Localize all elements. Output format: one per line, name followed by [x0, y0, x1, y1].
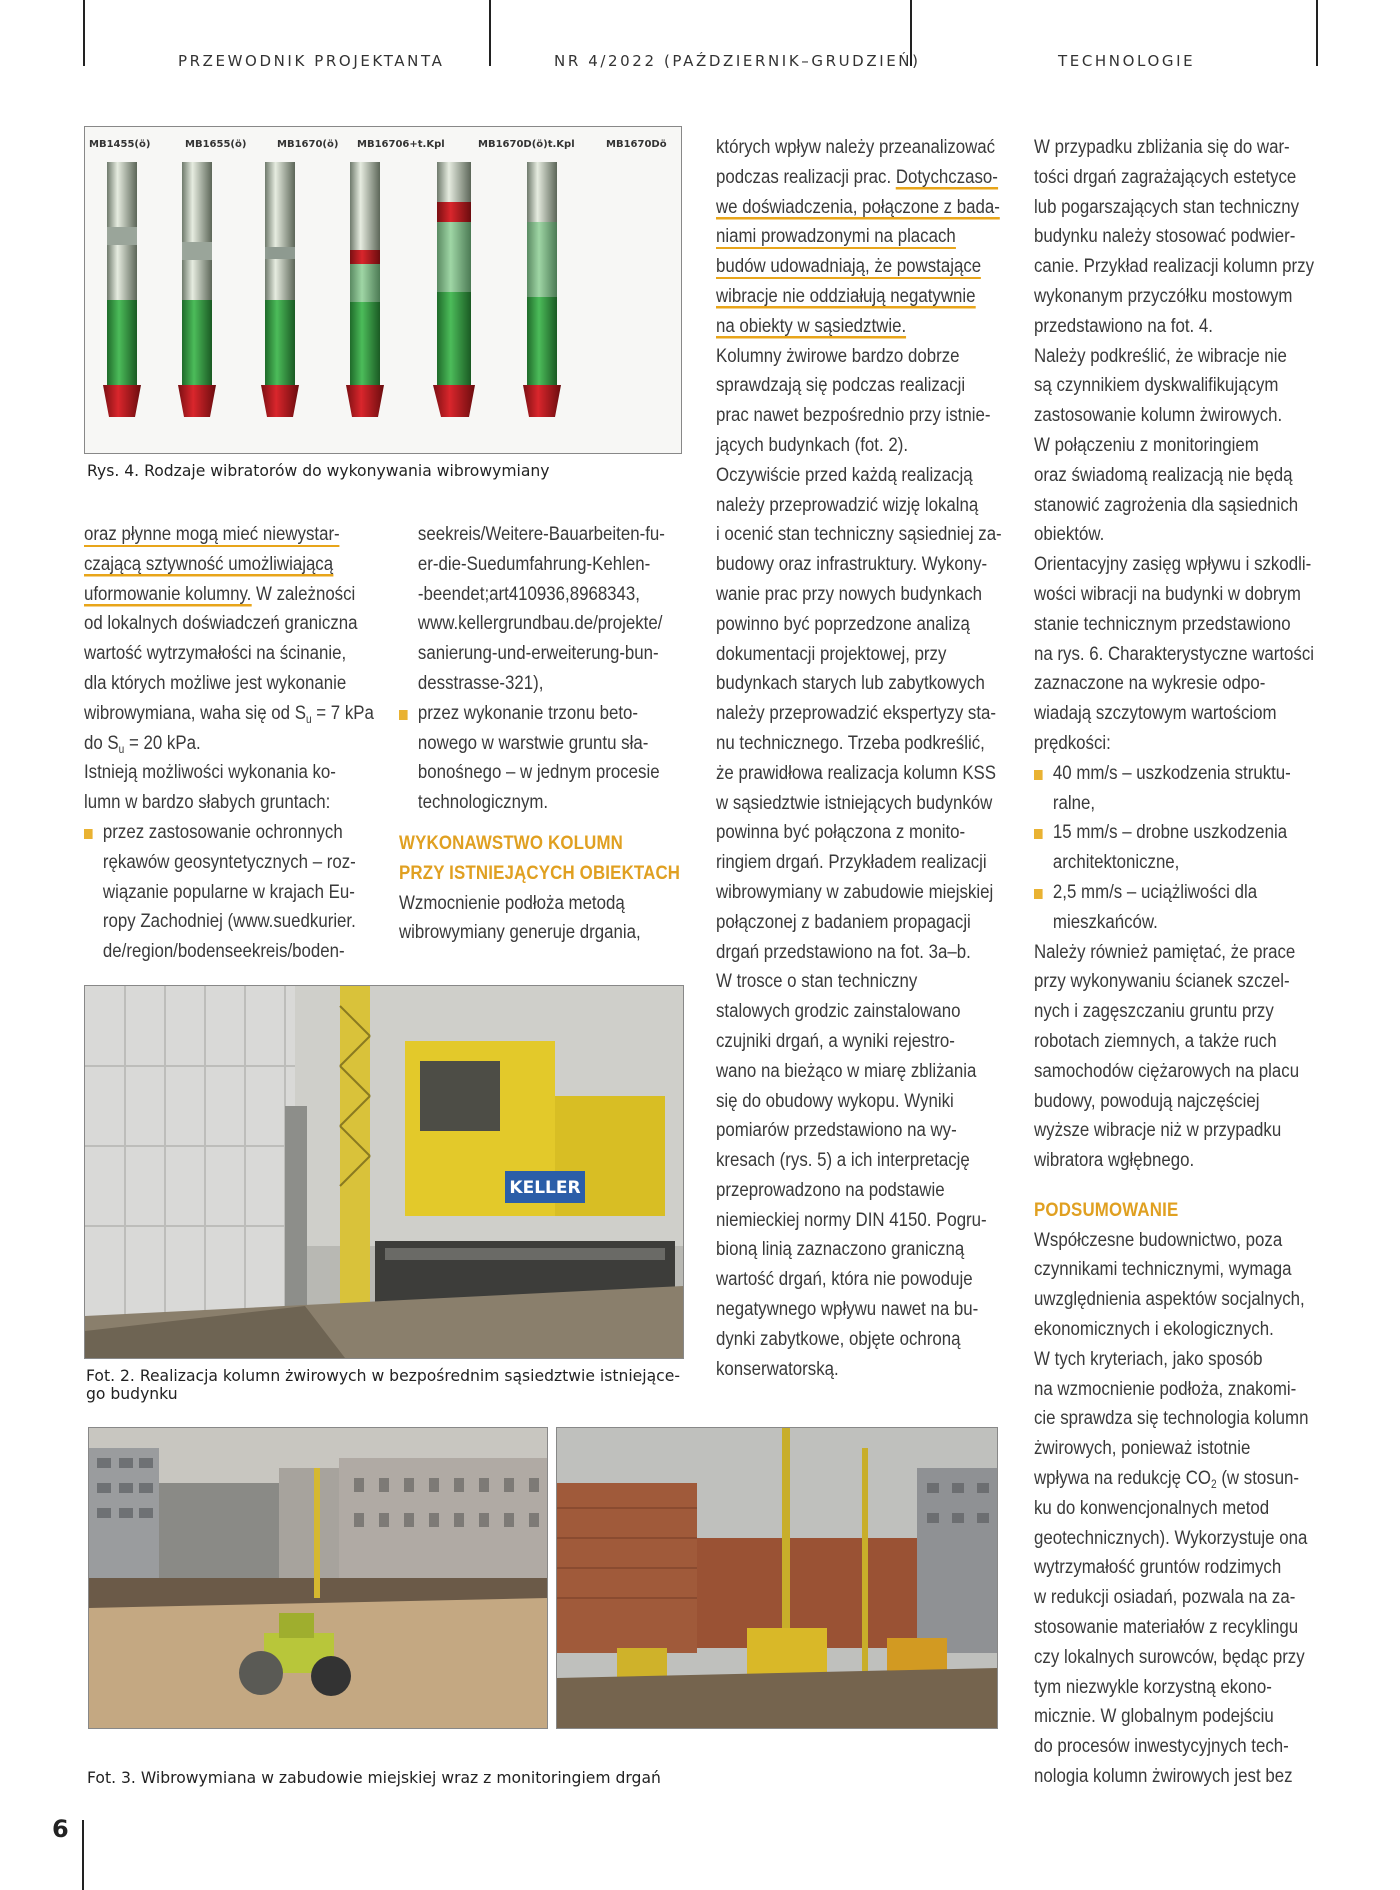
col4-text: przedstawiono na fot. 4.: [1034, 314, 1213, 337]
vibrator-label-5: MB1670D(ö)t.Kpl: [478, 139, 575, 150]
header-right: TECHNOLOGIE: [1058, 52, 1196, 70]
col3-text: których wpływ należy przeanalizować: [716, 136, 996, 158]
col3-text: czujniki drgań, a wyniki rejestro-: [716, 1029, 955, 1052]
col4-text: uwzględnienia aspektów socjalnych,: [1034, 1288, 1305, 1311]
col3-text: że prawidłowa realizacja kolumn KSS: [716, 761, 997, 784]
col1-bullet-item: przez zastosowanie ochronnych: [84, 818, 374, 848]
col4-text: Należy podkreślić, że wibracje nie: [1034, 344, 1287, 367]
col4-text: (w stosun-: [1216, 1467, 1300, 1490]
col4-text: stanowić zagrożenia dla sąsiednich: [1034, 493, 1299, 516]
col4-text: budowy, powodują najczęściej: [1034, 1089, 1260, 1112]
col3-text: podczas realizacji prac.: [716, 165, 896, 188]
vibrator-5: [433, 162, 475, 417]
col2-bullet-cont: bonośnego – w jednym procesie: [417, 761, 660, 784]
col4-text: wykonanym przyczółku mostowym: [1034, 284, 1293, 307]
header-rule-4: [1316, 0, 1318, 66]
col1-text: dla których możliwe jest wykonanie: [84, 671, 347, 694]
header-rule-1: [83, 0, 85, 66]
col3-text: dokumentacji projektowej, przy: [716, 642, 947, 665]
col2-bullet-cont: technologicznym.: [417, 791, 549, 814]
col4-text: wibratora wgłębnego.: [1034, 1149, 1195, 1172]
col4-bullet-cont: ralne,: [1052, 791, 1096, 814]
col3-text: wartość drgań, która nie powoduje: [716, 1268, 973, 1291]
col3-text: i ocenić stan techniczny sąsiedniej za-: [716, 523, 1002, 546]
col3-text: połączonej z badaniem propagacji: [716, 910, 971, 933]
col4-text: żwirowych, ponieważ istotnie: [1034, 1437, 1251, 1460]
column-4: [1034, 133, 1314, 1792]
col3-text: należy przeprowadzić wizję lokalną: [716, 493, 979, 516]
vibrator-1: [103, 162, 141, 417]
col2-text: www.kellergrundbau.de/projekte/: [417, 612, 663, 635]
col4-text: ekonomicznych i ekologicznych.: [1034, 1318, 1274, 1341]
col3-text: jących budynkach (fot. 2).: [716, 433, 909, 456]
col1-bullet-cont: wiązanie popularne w krajach Eu-: [102, 880, 355, 903]
photo-2-caption-line2: go budynku: [86, 1385, 178, 1403]
col4-text: wości wibracji na budynki w dobrym: [1034, 582, 1301, 605]
col4-text: W tych kryteriach, jako sposób: [1034, 1347, 1263, 1370]
col2-text: sanierung-und-erweiterung-bun-: [417, 642, 659, 665]
col3-text: bioną linią zaznaczono graniczną: [716, 1238, 965, 1261]
col4-text: Współczesne budownictwo, poza: [1034, 1228, 1283, 1251]
col4-text: zaznaczone na wykresie odpo-: [1034, 672, 1266, 695]
col3-text: dynki zabytkowe, objęte ochroną: [716, 1327, 961, 1350]
vibrator-label-2: MB1655(ö): [185, 139, 247, 150]
col4-text: lub pogarszających stan techniczny: [1034, 195, 1300, 218]
column-2: [399, 520, 680, 948]
col1-underline-2: czającą sztywność umożliwiającą: [84, 552, 334, 575]
col3-text: wibrowymiany w zabudowie miejskiej: [716, 880, 994, 903]
col4-text: micznie. W globalnym podejściu: [1034, 1705, 1274, 1728]
col4-text: nych i zagęszczaniu gruntu przy: [1034, 1000, 1274, 1023]
col4-text: są czynnikiem dyskwalifikującym: [1034, 374, 1279, 397]
photo-3-caption: Fot. 3. Wibrowymiana w zabudowie miejskiej wraz z monitoringiem drgań: [87, 1769, 661, 1787]
column-3: [716, 133, 1002, 1384]
col4-text: Orientacyjny zasięg wpływu i szkodli-: [1034, 553, 1312, 576]
col1-text: = 7 kPa: [311, 701, 374, 724]
header-rule-2: [489, 0, 491, 66]
col3-text: przeprowadzono na podstawie: [716, 1178, 945, 1201]
col1-text: wibrowymiana, waha się od S: [84, 701, 306, 724]
col3-text: Kolumny żwirowe bardzo dobrze: [716, 344, 960, 367]
col3-text: należy przeprowadzić ekspertyzy sta-: [716, 702, 997, 725]
col2-bullet-cont: nowego w warstwie gruntu sła-: [417, 731, 649, 754]
col4-text: w redukcji osiadań, pozwala na za-: [1034, 1586, 1296, 1609]
col3-text: Oczywiście przed każdą realizacją: [716, 463, 973, 486]
header-left: PRZEWODNIK PROJEKTANTA: [178, 52, 445, 70]
col3-text: stalowych grodzic zainstalowano: [716, 1000, 961, 1023]
col4-bullet-cont: architektoniczne,: [1052, 851, 1180, 874]
col1-bullet-cont: ropy Zachodniej (www.suedkurier.: [102, 910, 356, 933]
col3-text: nu technicznego. Trzeba podkreślić,: [716, 731, 985, 754]
header-center: NR 4/2022 (PAŹDZIERNIK–GRUDZIEŃ): [554, 52, 921, 70]
col1-bullet-cont: de/region/bodenseekreis/boden-: [102, 940, 345, 963]
vibrator-label-3: MB1670(ö): [277, 139, 339, 150]
col1-text: do S: [84, 731, 119, 754]
col3-text: negatywnego wpływu nawet na bu-: [716, 1298, 979, 1321]
col3-text: budynkach starych lub zabytkowych: [716, 672, 985, 695]
col4-text: czy lokalnych surowców, będąc przy: [1034, 1645, 1305, 1668]
keller-brand-text: KELLER: [509, 1178, 581, 1198]
subscript: 2: [1211, 1478, 1217, 1492]
col2-text: er-die-Suedumfahrung-Kehlen-: [417, 552, 651, 575]
col3-text: budowy oraz infrastruktury. Wykony-: [716, 553, 988, 576]
vibrator-4: [346, 162, 384, 417]
photo-2-caption: [86, 1367, 680, 1403]
col3-underline: Dotychczaso-: [895, 165, 998, 188]
col3-text: niemieckiej normy DIN 4150. Pogru-: [716, 1208, 987, 1231]
col3-underline: budów udowadniają, że powstające: [716, 255, 982, 278]
col1-text: = 20 kPa.: [124, 731, 201, 754]
col4-text: geotechnicznych). Wykorzystuje ona: [1034, 1526, 1308, 1549]
col3-text: prac nawet bezpośrednio przy istnie-: [716, 404, 991, 427]
col2-text: -beendet;art410936,8968343,: [417, 582, 640, 605]
col3-text: wanie prac przy nowych budynkach: [716, 582, 983, 605]
col4-text: samochodów ciężarowych na placu: [1034, 1059, 1300, 1082]
photo-3a-roller: [88, 1427, 548, 1729]
col4-text: na wzmocnienie podłoża, znakomi-: [1034, 1377, 1297, 1400]
col1-text: lumn w bardzo słabych gruntach:: [84, 791, 331, 814]
col3-text: w sąsiedztwie istniejących budynków: [716, 791, 993, 814]
col4-text: stosowanie materiałów z recyklingu: [1034, 1616, 1299, 1639]
col3-text: drgań przedstawiono na fot. 3a–b.: [716, 940, 971, 963]
col4-text: ku do konwencjonalnych metod: [1034, 1496, 1270, 1519]
col4-text: nologia kolumn żwirowych jest bez: [1034, 1765, 1293, 1788]
col4-text: na rys. 6. Charakterystyczne wartości: [1034, 642, 1315, 665]
col3-underline: niami prowadzonymi na placach: [716, 225, 956, 248]
col2-text: Wzmocnienie podłoża metodą: [399, 891, 625, 914]
col4-text: tości drgań zagrażających estetyce: [1034, 165, 1297, 188]
col3-text: powinno być poprzedzone analizą: [716, 612, 970, 635]
figure-4-caption: Rys. 4. Rodzaje wibratorów do wykonywania wibrowymiany: [87, 462, 550, 480]
col3-underline: we doświadczenia, połączone z bada-: [716, 195, 1000, 218]
vibrator-label-1: MB1455(ö): [89, 139, 151, 150]
col4-text: wytrzymałość gruntów rodzimych: [1034, 1556, 1282, 1579]
page-number: 6: [52, 1815, 69, 1843]
col3-text: kresach (rys. 5) a ich interpretację: [716, 1149, 970, 1172]
subscript: u: [305, 712, 312, 726]
vibrator-6: [523, 162, 561, 417]
col1-text: wartość wytrzymałości na ścinanie,: [84, 642, 347, 665]
col4-bullet-item: 40 mm/s – uszkodzenia struktu-: [1034, 759, 1314, 789]
col4-text: wiadają szczytowym wartościom: [1034, 702, 1277, 725]
subscript: u: [118, 742, 125, 756]
col4-text: do procesów inwestycyjnych tech-: [1034, 1735, 1289, 1758]
col2-bullet-item: przez wykonanie trzonu beto-: [399, 699, 680, 729]
col4-text: budynku należy stosować podwier-: [1034, 225, 1296, 248]
section-heading: WYKONAWSTWO KOLUMN: [399, 831, 624, 854]
col4-text: W przypadku zbliżania się do war-: [1034, 136, 1290, 158]
photo-3b-drilling-rig: [556, 1427, 998, 1729]
col3-text: sprawdzają się podczas realizacji: [716, 374, 966, 397]
col3-underline: wibracje nie oddziałują negatywnie: [716, 284, 976, 307]
col4-text: oraz świadomą realizacją nie będą: [1034, 463, 1293, 486]
col4-text: przy wykonywaniu ścianek szczel-: [1034, 970, 1290, 993]
col4-text: stanie technicznym przedstawiono: [1034, 612, 1291, 635]
vibrator-2: [178, 162, 216, 417]
col1-bullet-cont: rękawów geosyntetycznych – roz-: [102, 850, 356, 873]
footer-rule: [82, 1820, 84, 1890]
col3-text: się do obudowy wykopu. Wyniki: [716, 1089, 954, 1112]
col3-text: wano na bieżąco w miarę zbliżania: [716, 1059, 977, 1082]
col1-text: od lokalnych doświadczeń graniczna: [84, 612, 358, 635]
col2-text: seekreis/Weitere-Bauarbeiten-fu-: [417, 523, 665, 545]
col4-text: prędkości:: [1034, 731, 1111, 754]
col4-text: canie. Przykład realizacji kolumn przy: [1034, 255, 1315, 278]
col4-bullet-item: 15 mm/s – drobne uszkodzenia: [1034, 818, 1314, 848]
col4-text: tym niezwykle korzystną ekono-: [1034, 1675, 1272, 1698]
col3-text: konserwatorską.: [716, 1357, 839, 1380]
vibrator-label-6: MB1670Dö: [606, 139, 667, 150]
photo-2-crane: [84, 985, 684, 1359]
col2-text: wibrowymiany generuje drgania,: [399, 921, 641, 944]
col4-text: robotach ziemnych, a także ruch: [1034, 1029, 1277, 1052]
col1-underline-1: oraz płynne mogą mieć niewystar-: [84, 523, 340, 545]
section-heading-summary: PODSUMOWANIE: [1034, 1198, 1179, 1221]
col4-text: wyższe wibracje niż w przypadku: [1034, 1119, 1282, 1142]
col3-text: powinna być połączona z monito-: [716, 821, 966, 844]
col4-text: zastosowanie kolumn żwirowych.: [1034, 404, 1283, 427]
col1-text: W zależności: [251, 582, 356, 605]
col3-underline: na obiekty w sąsiedztwie.: [716, 314, 907, 337]
col4-text: wpływa na redukcję CO: [1034, 1467, 1212, 1490]
column-1: [84, 520, 374, 967]
col4-bullet-item: 2,5 mm/s – uciążliwości dla: [1034, 878, 1314, 908]
col3-text: W trosce o stan techniczny: [716, 970, 918, 993]
col1-text: Istnieją możliwości wykonania ko-: [84, 761, 336, 784]
vibrator-3: [261, 162, 299, 417]
col2-text: desstrasse-321),: [417, 671, 544, 694]
section-heading: PRZY ISTNIEJĄCYCH OBIEKTACH: [399, 861, 681, 884]
col4-text: czynnikami technicznymi, wymaga: [1034, 1258, 1292, 1281]
photo-2-caption-line1: Fot. 2. Realizacja kolumn żwirowych w bezpośrednim sąsiedztwie istniejące-: [86, 1367, 680, 1385]
col4-text: Należy również pamiętać, że prace: [1034, 940, 1296, 963]
col1-underline-3: uformowanie kolumny.: [84, 582, 252, 605]
figure-4-vibrators: [84, 126, 682, 454]
col3-text: ringiem drgań. Przykładem realizacji: [716, 851, 987, 874]
col4-bullet-cont: mieszkańców.: [1052, 910, 1158, 933]
col4-text: obiektów.: [1034, 523, 1105, 546]
vibrator-label-4: MB16706+t.Kpl: [357, 139, 445, 150]
col4-text: cie sprawdza się technologia kolumn: [1034, 1407, 1309, 1430]
vibrators-drawing: [85, 127, 681, 453]
col4-text: W połączeniu z monitoringiem: [1034, 433, 1259, 456]
col3-text: pomiarów przedstawiono na wy-: [716, 1119, 957, 1142]
